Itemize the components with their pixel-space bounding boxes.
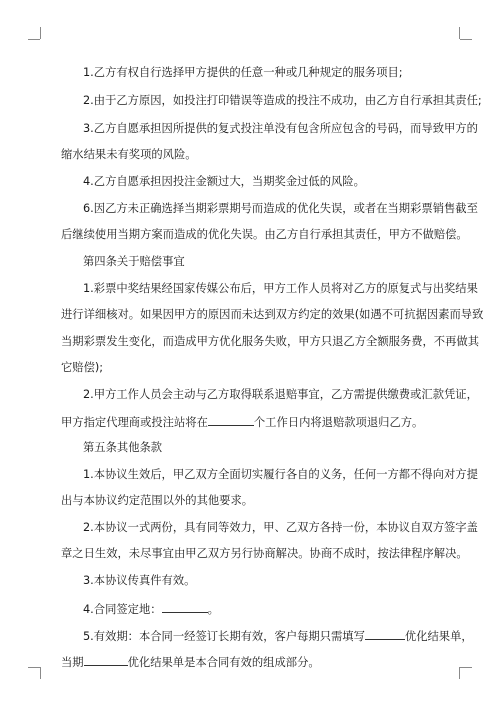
crop-mark-top-right-horizontal [460,39,472,40]
paragraph-line [83,628,473,644]
crop-mark-top-right-vertical [459,27,460,39]
line-text-after-blank: 。 [207,603,219,616]
line-text-after-blank: 优化结果单是本合同有效的组成部分。 [127,656,320,669]
paragraph-line: 出与本协议约定范围以外的其他要求。 [61,494,254,507]
paragraph-line: 后继续使用当期方案而造成的优化失误。由乙方自行承担其责任，甲方不做赔偿。 [61,228,468,241]
paragraph-line [61,414,423,430]
paragraph-line [83,601,219,617]
paragraph-line: 3.本协议传真件有效。 [83,574,196,587]
fill-in-blank-period[interactable] [84,654,128,666]
paragraph-line: 4.乙方自愿承担因投注金额过大，当期奖金过低的风险。 [83,175,365,188]
line-text-before-blank: 甲方指定代理商或投注站将在 [61,416,208,429]
line-text-after-blank: 优化结果单， [404,630,473,643]
line-text-before-blank: 当期 [61,656,84,669]
crop-mark-bottom-right-vertical [459,667,460,679]
paragraph-line: 6.因乙方未正确选择当期彩票期号而造成的优化失误，或者在当期彩票销售截至 [83,202,478,215]
fill-in-blank-days[interactable] [208,414,254,426]
fill-in-blank-form[interactable] [365,628,405,640]
line-text-before-blank: 5.有效期：本合同一经签订长期有效，客户每期只需填写 [83,630,365,643]
paragraph-line: 进行详细核对。如果因甲方的原因而未达到双方约定的效果(如遇不可抗据因素而导致 [61,308,484,321]
fill-in-blank-place[interactable] [162,601,208,613]
line-text-before-blank: 4.合同签定地： [83,603,162,616]
paragraph-line: 1.彩票中奖结果经国家传媒公布后，甲方工作人员将对乙方的原复式与出奖结果 [83,282,478,295]
section-heading-5: 第五条其他条款 [83,441,163,454]
paragraph-line: 1.乙方有权自行选择甲方提供的任意一种或几种规定的服务项目; [83,66,403,79]
crop-mark-bottom-left-vertical [40,667,41,679]
paragraph-line: 缩水结果未有奖项的风险。 [61,148,197,161]
line-text-after-blank: 个工作日内将退赔款项退归乙方。 [253,416,424,429]
crop-mark-bottom-left-horizontal [28,667,40,668]
paragraph-line: 2.甲方工作人员会主动与乙方取得联系退赔事宜，乙方需提供缴费或汇款凭证， [83,388,478,401]
section-heading-4: 第四条关于赔偿事宜 [83,255,185,268]
crop-mark-bottom-right-horizontal [460,667,472,668]
paragraph-line: 2.由于乙方原因，如投注打印错误等造成的投注不成功，由乙方自行承担其责任; [83,94,482,107]
paragraph-line: 当期彩票发生变化，而造成甲方优化服务失败，甲方只退乙方全额服务费，不再做其 [61,335,479,348]
paragraph-line: 3.乙方自愿承担因所提供的复式投注单没有包含所应包含的号码，而导致甲方的 [83,122,478,135]
paragraph-line [61,654,320,670]
paragraph-line: 1.本协议生效后，甲乙双方全面切实履行各自的义务，任何一方都不得向对方提 [83,468,478,481]
crop-mark-top-left-horizontal [28,39,40,40]
crop-mark-top-left-vertical [40,27,41,39]
paragraph-line: 它赔偿); [61,361,104,374]
paragraph-line: 章之日生效，未尽事宜由甲乙双方另行协商解决。协商不成时，按法律程序解决。 [61,547,468,560]
paragraph-line: 2.本协议一式两份，具有同等效力，甲、乙双方各持一份，本协议自双方签字盖 [83,521,478,534]
